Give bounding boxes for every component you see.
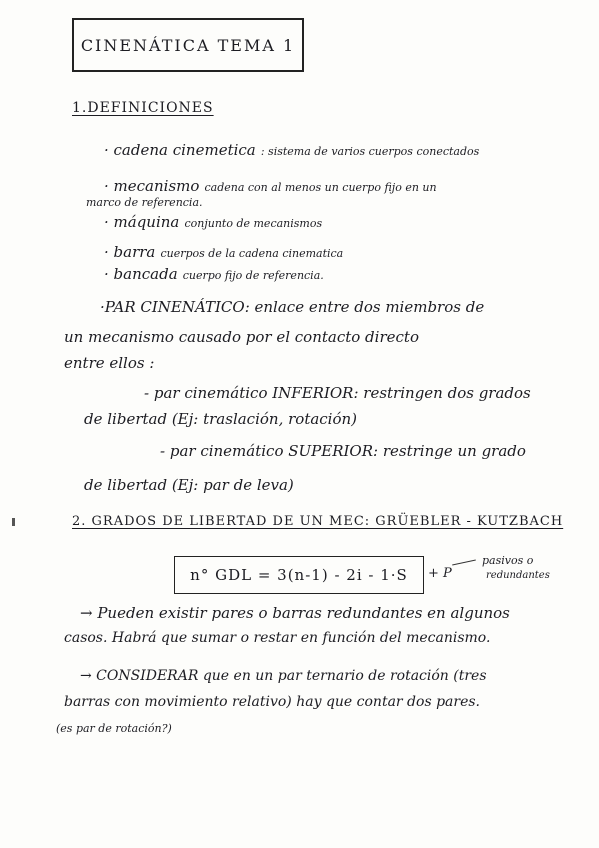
term-maquina: · máquina: [104, 213, 180, 231]
definition-mecanismo: [104, 176, 437, 195]
par-inferior-line-2: de libertad (Ej: traslación, rotación): [84, 410, 358, 428]
term-barra: · barra: [104, 243, 156, 261]
definition-cadena: [104, 140, 479, 159]
def-mecanismo: cadena con al menos un cuerpo fijo en un: [204, 181, 437, 194]
par-inferior-line-1: - par cinemático INFERIOR: restringen dos grados: [144, 384, 531, 402]
def-maquina: conjunto de mecanismos: [184, 217, 323, 230]
term-bancada: · bancada: [104, 265, 178, 283]
definition-maquina: [104, 212, 322, 231]
formula-extra-term: + P: [428, 566, 452, 581]
par-line-2: un mecanismo causado por el contacto directo: [64, 328, 419, 346]
par-superior-line-2: de libertad (Ej: par de leva): [84, 476, 294, 494]
def-mecanismo-cont: marco de referencia.: [86, 196, 203, 209]
def-cadena: : sistema de varios cuerpos conectados: [260, 145, 480, 158]
gdl-formula: n° GDL = 3(n-1) - 2i - 1·S: [174, 556, 424, 594]
def-bancada: cuerpo fijo de referencia.: [182, 269, 324, 282]
note-1-line-1: → Pueden existir pares o barras redundantes en algunos: [80, 604, 510, 622]
term-mecanismo: · mecanismo: [104, 177, 200, 195]
note-2-line-3: (es par de rotación?): [56, 722, 172, 735]
formula-note-arrow: [452, 560, 476, 566]
term-cadena: · cadena cinemetica: [104, 141, 256, 159]
def-barra: cuerpos de la cadena cinematica: [160, 247, 344, 260]
definition-bancada: [104, 264, 324, 283]
par-line-3: entre ellos :: [64, 354, 155, 372]
page-title: CINENÁTICA TEMA 1: [72, 18, 304, 72]
par-line-1: ·PAR CINENÁTICO: enlace entre dos miembros de: [100, 298, 485, 316]
note-2-line-2: barras con movimiento relativo) hay que contar dos pares.: [64, 694, 481, 710]
formula-note-1: pasivos o: [482, 554, 534, 567]
formula-note-2: redundantes: [486, 570, 550, 581]
section2-heading: 2. GRADOS DE LIBERTAD DE UN MEC: GRÜEBLER - KUTZBACH: [72, 514, 564, 529]
definition-barra: [104, 242, 343, 261]
section1-heading: 1.DEFINICIONES: [72, 100, 214, 116]
note-2-line-1: → CONSIDERAR que en un par ternario de rotación (tres: [80, 668, 487, 684]
note-1-line-2: casos. Habrá que sumar o restar en función del mecanismo.: [64, 630, 491, 646]
page-edge-mark: [12, 518, 15, 526]
par-superior-line-1: - par cinemático SUPERIOR: restringe un grado: [160, 442, 526, 460]
